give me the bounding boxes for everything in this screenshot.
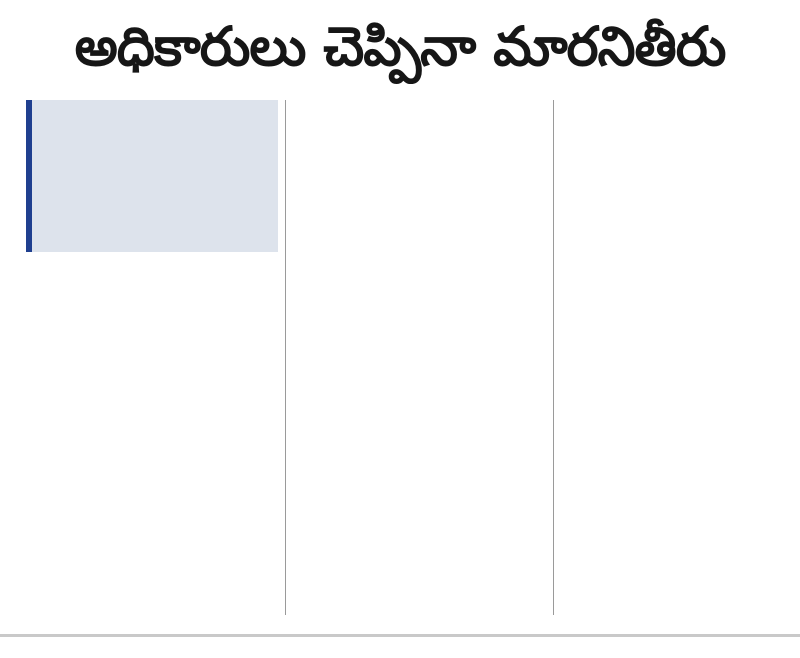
article-column-2 — [292, 98, 550, 618]
article-column-1 — [22, 258, 280, 618]
headline: అధికారులు చెప్పినా మారనితీరు — [74, 15, 726, 78]
article-column-3 — [560, 98, 782, 618]
page-bottom-rule — [0, 634, 800, 637]
subheadline-box — [26, 100, 278, 252]
column-divider — [285, 100, 286, 615]
column-divider — [553, 100, 554, 615]
